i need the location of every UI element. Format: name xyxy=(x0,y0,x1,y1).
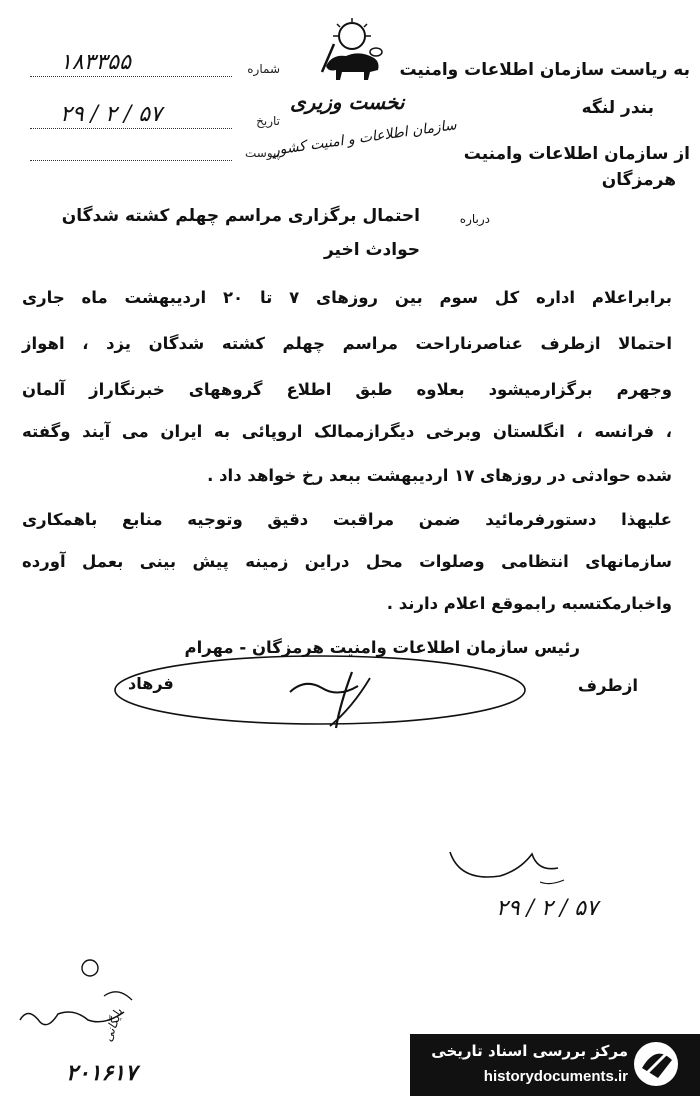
signature-scribble-icon xyxy=(90,648,550,738)
body-line: علیهذا دستورفرمائید ضمن مراقبت دقیق وتوجیه منابع باهمکاری xyxy=(22,510,672,529)
body-line: شده حوادثی در روزهای ۱۷ اردیبهشت ببعد رخ خواهد داد . xyxy=(207,466,672,485)
footer-org-name: مرکز بررسی اسناد تاریخی xyxy=(431,1042,628,1060)
number-field xyxy=(30,50,280,86)
date-value: ۲۹ / ۲ / ۵۷ xyxy=(60,102,162,127)
signature-title: رئیس سازمان اطلاعات وامنیت هرمزگان - مهرام xyxy=(184,638,580,657)
recipient-line1: به ریاست سازمان اطلاعات وامنیت xyxy=(399,60,690,80)
handwritten-number: ۲۹ / ۲ / ۵۷ xyxy=(496,896,598,921)
attachment-field xyxy=(30,144,280,170)
history-documents-logo-icon xyxy=(628,1038,684,1090)
subject-line2: حوادث اخیر xyxy=(323,240,420,260)
number-label: شماره xyxy=(247,62,280,76)
signature-name: فرهاد xyxy=(128,674,174,693)
recipient-line2: بندر لنگه xyxy=(581,98,654,118)
body-line: برابراعلام اداره کل سوم بین روزهای ۷ تا ۲۰ اردیبهشت ماه جاری xyxy=(22,288,672,307)
lion-and-sun-emblem-icon xyxy=(312,14,392,86)
date-field xyxy=(30,102,280,138)
body-line: ، فرانسه ، انگلستان وبرخی دیگرازممالک اروپائی به ایران می آیند وگفته xyxy=(22,422,672,441)
body-line: وجهرم برگزارمیشود بعلاوه طبق اطلاع گروههای خبرنگاراز آلمان xyxy=(22,380,672,399)
handwritten-note-icon xyxy=(14,956,174,1052)
handwritten-initials-icon xyxy=(440,832,580,902)
ministry-stamp-line2: سازمان اطلاعات و امنیت کشور xyxy=(271,117,458,159)
subject-line1: احتمال برگزاری مراسم چهلم کشته شدگان xyxy=(61,206,420,226)
ministry-stamp-line1: نخست وزیری xyxy=(290,90,405,114)
footer-website: historydocuments.ir xyxy=(483,1068,628,1085)
handwritten-note: بایگانی xyxy=(100,1006,126,1044)
bottom-archive-number: ۲۰۱۶۱۷ xyxy=(66,1060,137,1086)
subject-label: درباره xyxy=(459,212,490,226)
number-value: ۱۸۳۳۵۵ xyxy=(60,50,131,75)
attachment-label: پیوست xyxy=(245,146,280,160)
body-line: سازمانهای انتظامی وصلوات محل دراین زمینه پیش بینی بعمل آورده xyxy=(22,552,672,571)
date-label: تاریخ xyxy=(256,114,280,128)
body-line: واخبارمکتسبه رابموقع اعلام دارند . xyxy=(386,594,672,613)
body-line: احتمالا ازطرف عناصرناراحت مراسم چهلم کشته شدگان یزد ، اهواز xyxy=(22,334,672,353)
signature-from-label: ازطرف xyxy=(577,676,638,695)
sender-line1: از سازمان اطلاعات وامنیت xyxy=(463,144,690,164)
sender-line2: هرمزگان xyxy=(601,170,676,190)
